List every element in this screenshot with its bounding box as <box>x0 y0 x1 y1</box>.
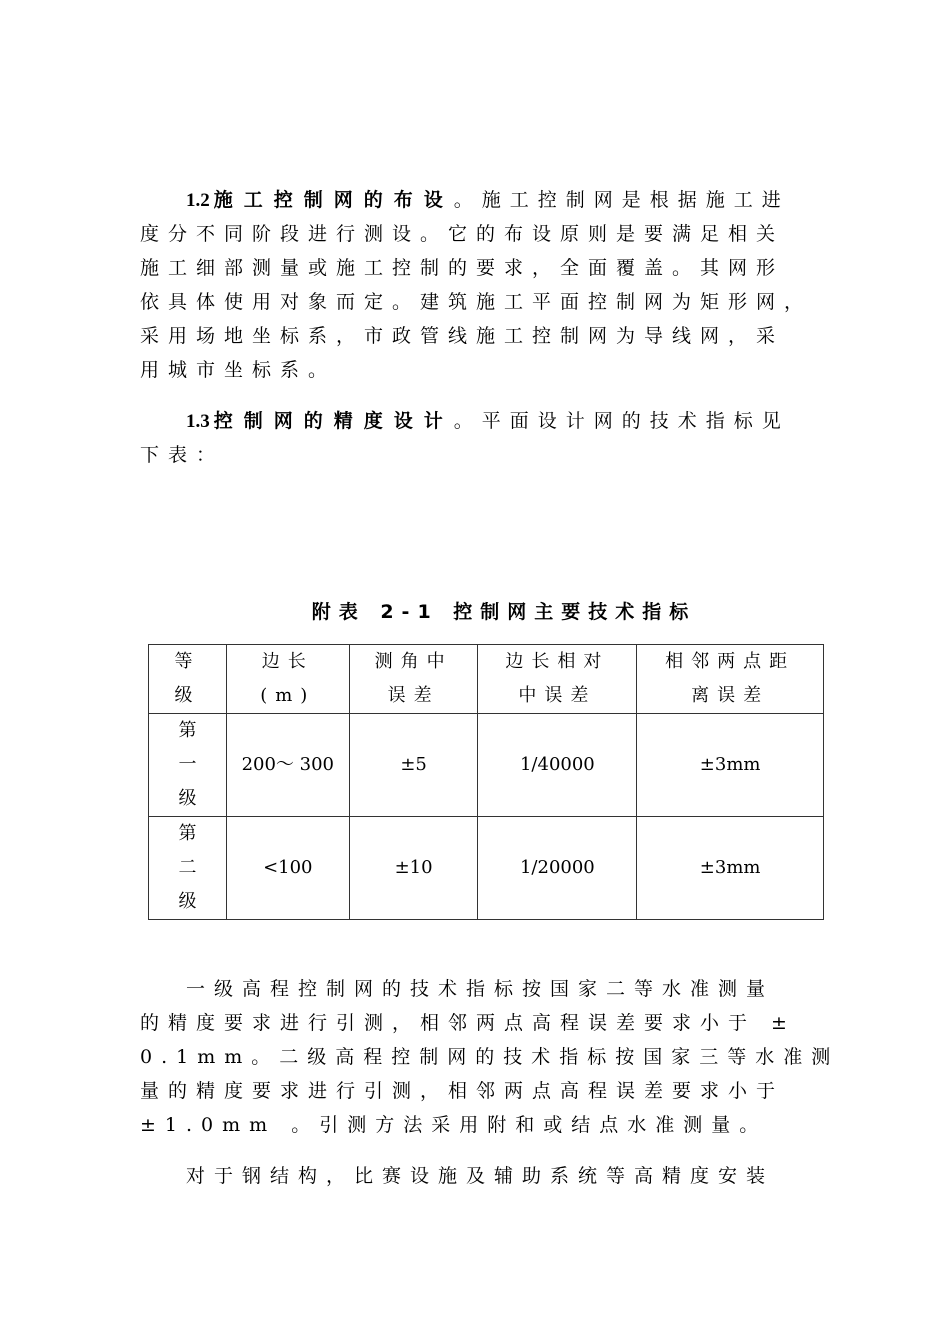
side-length-cell: 200～ 300 <box>226 714 349 817</box>
table-header-row <box>149 645 824 714</box>
header-grade: 等 级 <box>149 645 227 714</box>
relative-error-cell: 1/20000 <box>478 817 637 920</box>
side-length-cell: <100 <box>226 817 349 920</box>
paragraph-line: 一级高程控制网的技术指标按国家二等水准测量 <box>186 978 775 1000</box>
paragraph-line: 采用场地坐标系，市政管线施工控制网为导线网，采 <box>140 325 785 347</box>
paragraph-line: 量的精度要求进行引测，相邻两点高程误差要求小于 <box>140 1080 785 1102</box>
paragraph-line: 用城市坐标系。 <box>140 359 337 381</box>
header-angle-error: 测角中 误差 <box>349 645 478 714</box>
paragraph-line: 0.1mm。二级高程控制网的技术指标按国家三等水准测 <box>140 1046 840 1068</box>
relative-error-cell: 1/40000 <box>478 714 637 817</box>
header-distance-error: 相邻两点距 离误差 <box>637 645 824 714</box>
paragraph-line: 对于钢结构，比赛设施及辅助系统等高精度安装 <box>186 1165 775 1187</box>
distance-error-cell: ±3mm <box>637 817 824 920</box>
section-number: 1.2 <box>186 190 210 211</box>
section-title: 控制网的精度设计 <box>213 410 454 432</box>
header-side-length: 边长 (m) <box>226 645 349 714</box>
section-1-3-first-line <box>186 408 826 435</box>
paragraph-line: 。平面设计网的技术指标见 <box>453 410 790 432</box>
distance-error-cell: ±3mm <box>637 714 824 817</box>
paragraph-line: 施工细部测量或施工控制的要求，全面覆盖。其网形 <box>140 257 785 279</box>
grade-cell: 第 一 级 <box>149 714 227 817</box>
paragraph-line: 依具体使用对象而定。建筑施工平面控制网为矩形网， <box>140 291 813 313</box>
control-network-table <box>148 644 824 920</box>
table-row <box>149 714 824 817</box>
paragraph-line: 度分不同阶段进行测设。它的布设原则是要满足相关 <box>140 223 785 245</box>
angle-error-cell: ±10 <box>349 817 478 920</box>
section-1-2-first-line <box>186 187 826 214</box>
angle-error-cell: ±5 <box>349 714 478 817</box>
paragraph-line: ±1.0mm 。引测方法采用附和或结点水准测量。 <box>140 1114 768 1136</box>
section-title: 施工控制网的布设 <box>213 189 454 211</box>
paragraph-line: 的精度要求进行引测，相邻两点高程误差要求小于 ± <box>140 1012 796 1034</box>
header-relative-error: 边长相对 中误差 <box>478 645 637 714</box>
table-row <box>149 817 824 920</box>
paragraph-line: 。施工控制网是根据施工进 <box>453 189 790 211</box>
section-number: 1.3 <box>186 411 210 432</box>
table-caption: 附表 2-1 控制网主要技术指标 <box>311 601 697 623</box>
grade-cell: 第 二 级 <box>149 817 227 920</box>
paragraph-line: 下表： <box>140 444 225 466</box>
